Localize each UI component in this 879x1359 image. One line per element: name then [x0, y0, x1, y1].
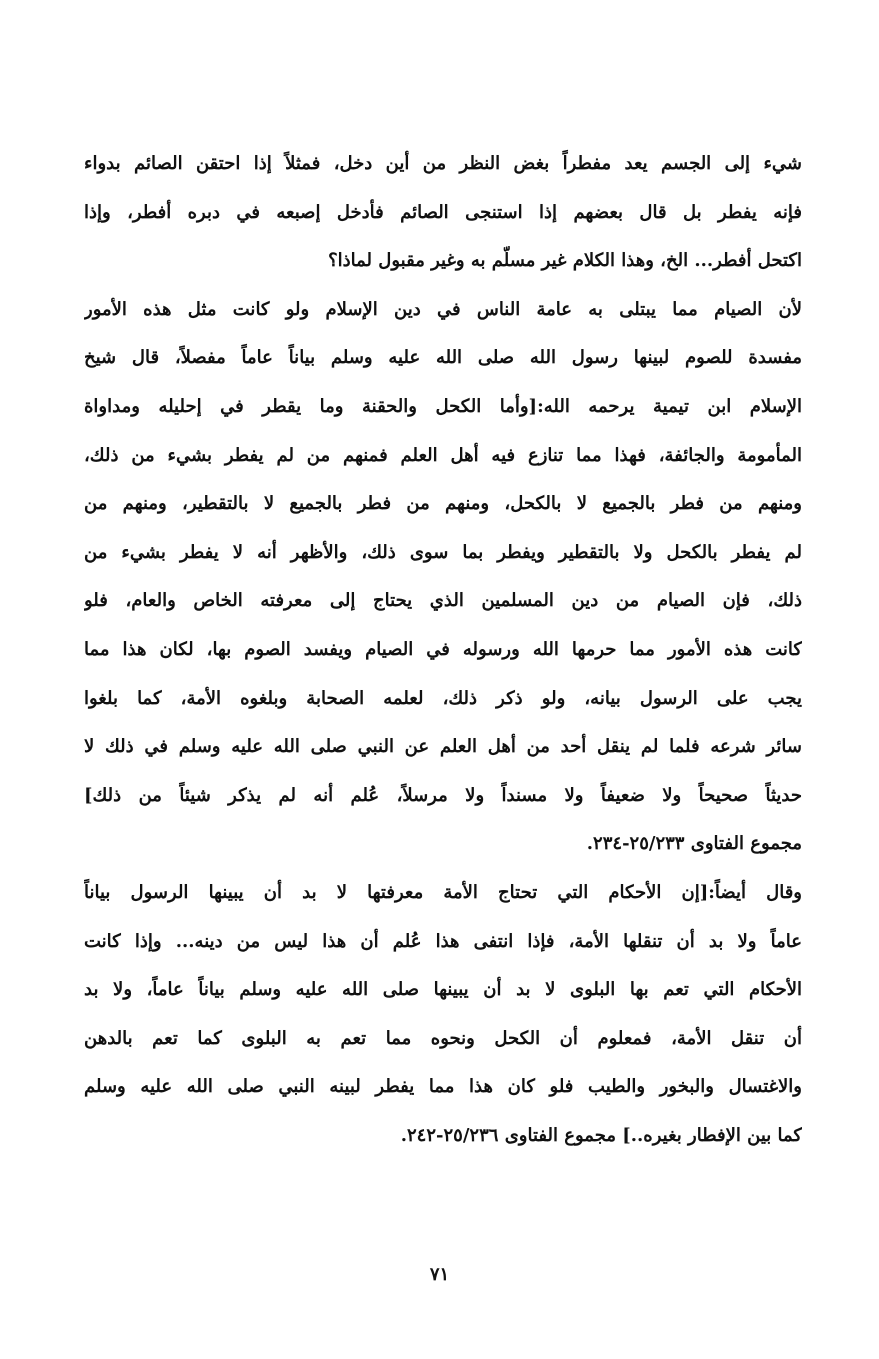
text-line-2: فإنه يفطر بل قال بعضهم إذا استنجى الصائم فأدخل إصبعه في دبره أفطر، وإذا — [84, 201, 802, 223]
text-line-14: حديثاً صحيحاً ولا ضعيفاً ولا مسنداً ولا مرسلاً، عُلم أنه لم يذكر شيئاً من ذلك] — [84, 784, 802, 806]
page-number: ٧١ — [429, 1264, 450, 1285]
text-line-16: وقال أيضاً:[إن الأحكام التي تحتاج الأمة معرفتها لا بد أن يبينها الرسول بياناً — [84, 881, 802, 903]
text-line-12: يجب على الرسول بيانه، ولو ذكر ذلك، لعلمه الصحابة وبلغوه الأمة، كما بلغوا — [84, 687, 802, 709]
text-line-7: المأمومة والجائفة، فهذا مما تنازع فيه أهل العلم فمنهم من لم يفطر بشيء من ذلك، — [84, 444, 802, 466]
text-line-4: لأن الصيام مما يبتلى به عامة الناس في دين الإسلام ولو كانت مثل هذه الأمور — [84, 298, 802, 320]
text-line-10: ذلك، فإن الصيام من دين المسلمين الذي يحتاج إلى معرفته الخاص والعام، فلو — [84, 590, 802, 612]
text-line-11: كانت هذه الأمور مما حرمها الله ورسوله في الصيام ويفسد الصوم بها، لكان هذا مما — [84, 638, 802, 660]
text-line-15: مجموع الفتاوى ٢٥/٢٣٣-٢٣٤. — [586, 833, 802, 855]
body-text — [84, 140, 802, 1160]
text-line-17: عاماً ولا بد أن تنقلها الأمة، فإذا انتفى هذا عُلم أن هذا ليس من دينه... وإذا كانت — [84, 930, 802, 952]
text-line-20: والاغتسال والبخور والطيب فلو كان هذا مما يفطر لبينه النبي صلى الله عليه وسلم — [84, 1076, 802, 1098]
text-line-21: كما بين الإفطار بغيره..] مجموع الفتاوى ٢٥/٢٣٦-٢٤٢. — [400, 1124, 802, 1146]
text-line-18: الأحكام التي تعم بها البلوى لا بد أن يبينها صلى الله عليه وسلم بياناً عاماً، ولا بد — [84, 979, 802, 1001]
text-line-9: لم يفطر بالكحل ولا بالتقطير ويفطر بما سوى ذلك، والأظهر أنه لا يفطر بشيء من — [84, 541, 802, 563]
text-line-6: الإسلام ابن تيمية يرحمه الله:[وأما الكحل والحقنة وما يقطر في إحليله ومداواة — [84, 395, 802, 417]
text-line-13: سائر شرعه فلما لم ينقل أحد من أهل العلم عن النبي صلى الله عليه وسلم في ذلك لا — [84, 736, 802, 758]
text-line-19: أن تنقل الأمة، فمعلوم أن الكحل ونحوه مما تعم به البلوى كما تعم بالدهن — [84, 1027, 802, 1049]
text-line-8: ومنهم من فطر بالجميع لا بالكحل، ومنهم من فطر بالجميع لا بالتقطير، ومنهم من — [84, 493, 802, 515]
text-line-3: اكتحل أفطر... الخ، وهذا الكلام غير مسلّم به وغير مقبول لماذا؟ — [328, 250, 802, 272]
text-line-5: مفسدة للصوم لبينها رسول الله صلى الله عليه وسلم بياناً عاماً مفصلاً، قال شيخ — [84, 347, 802, 369]
text-line-1: شيء إلى الجسم يعد مفطراً بغض النظر من أين دخل، فمثلاً إذا احتقن الصائم بدواء — [84, 153, 802, 174]
